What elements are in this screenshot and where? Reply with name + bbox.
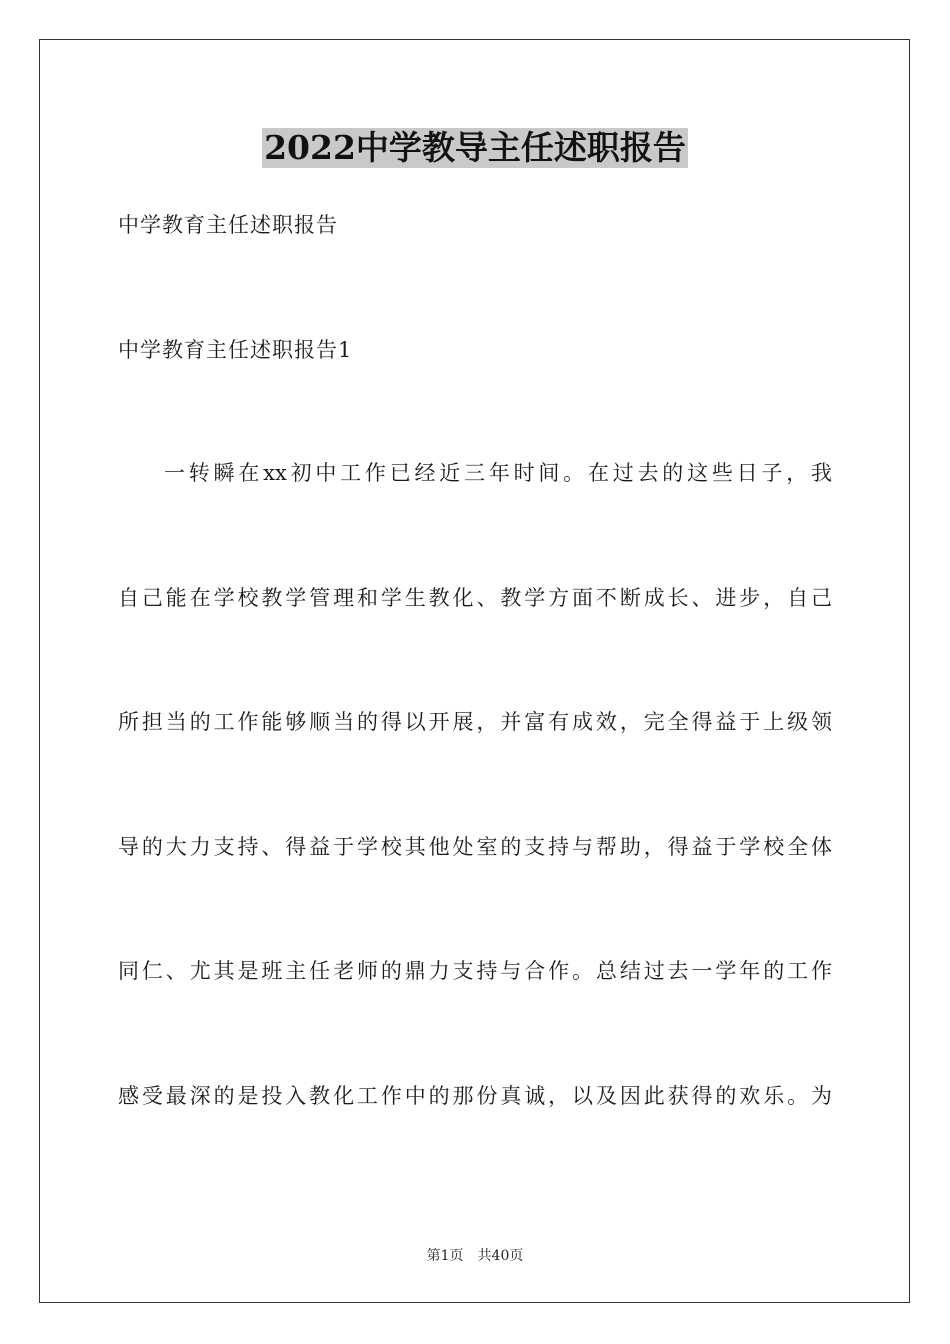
- page-number-current: 第1页: [426, 1248, 464, 1264]
- title-container: [0, 128, 950, 168]
- page-number-total: 共40页: [477, 1248, 524, 1264]
- body-line: 同仁、尤其是班主任老师的鼎力支持与合作。总结过去一学年的工作: [118, 959, 832, 983]
- body-line: 导的大力支持、得益于学校其他处室的支持与帮助，得益于学校全体: [118, 835, 832, 859]
- page-footer: [0, 1247, 950, 1265]
- body-line: 所担当的工作能够顺当的得以开展，并富有成效，完全得益于上级领: [118, 710, 832, 734]
- document-title: 2022中学教导主任述职报告: [264, 128, 686, 167]
- document-subtitle: 中学教育主任述职报告: [118, 213, 338, 237]
- body-line: 一转瞬在xx初中工作已经近三年时间。在过去的这些日子，我: [164, 461, 832, 485]
- body-line: 感受最深的是投入教化工作中的那份真诚，以及因此获得的欢乐。为: [118, 1084, 832, 1108]
- section-heading: 中学教育主任述职报告1: [118, 338, 353, 362]
- body-line: 自己能在学校教学管理和学生教化、教学方面不断成长、进步，自己: [118, 586, 832, 610]
